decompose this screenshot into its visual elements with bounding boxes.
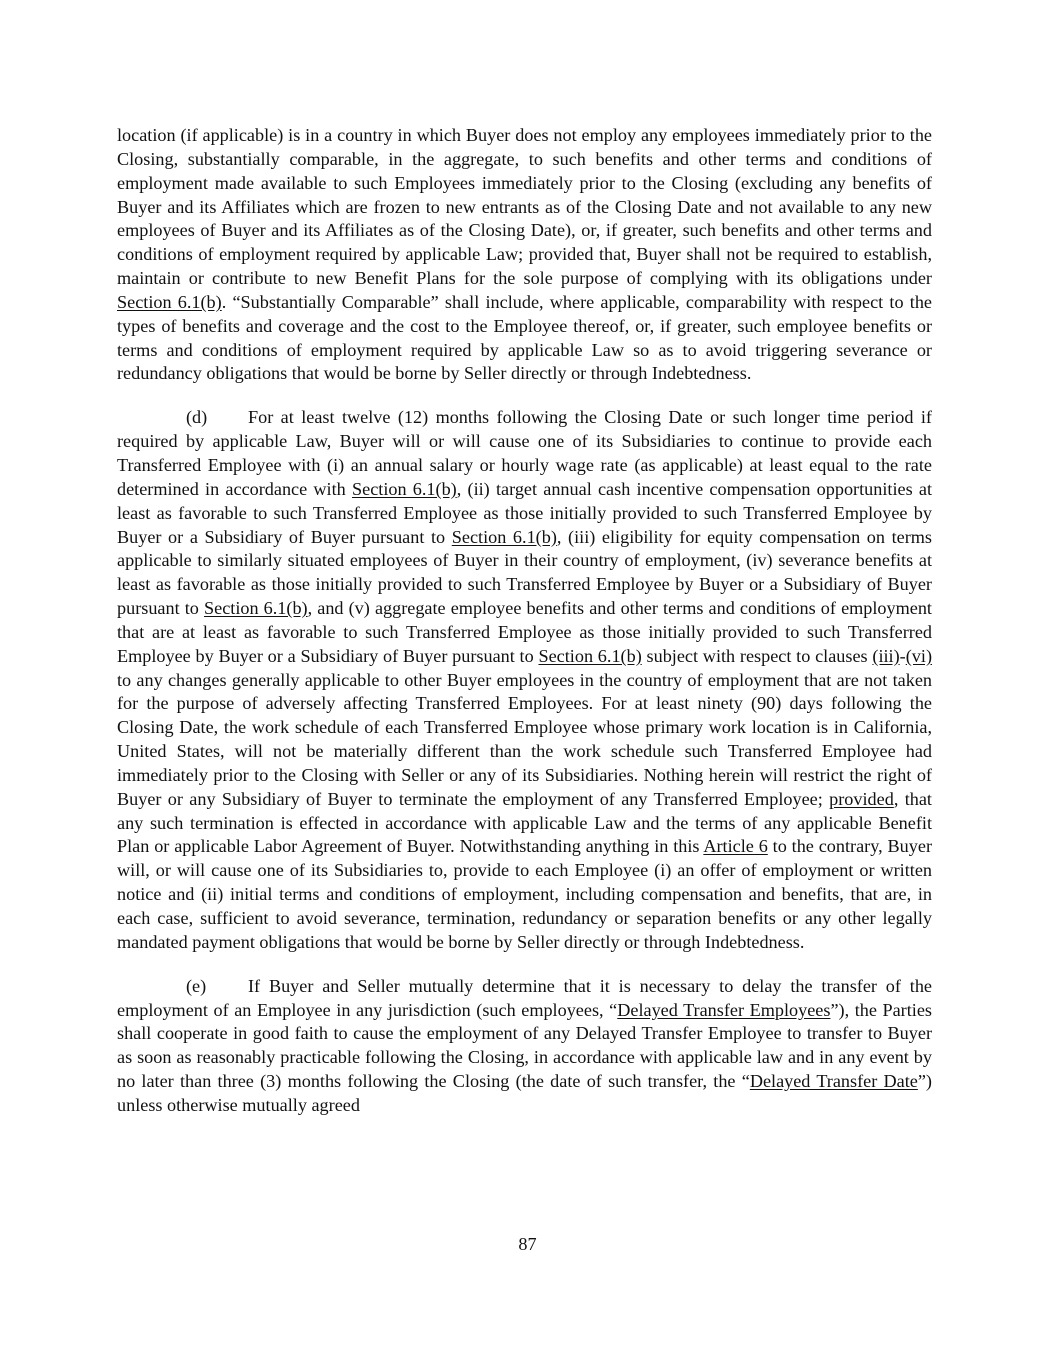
delayed-transfer-employees-term: Delayed Transfer Employees bbox=[617, 999, 831, 1020]
para-e-text-3: ”) unless otherwise mutually agreed bbox=[117, 1071, 932, 1115]
paragraph-d bbox=[117, 406, 932, 954]
paragraph-e bbox=[117, 975, 932, 1118]
para-d-text-7: to any changes generally applicable to other Buyer employees in the country of employment that are not taken for the purpose of adversely affecting Transferred Employees. For at least ninety (90) days following the Closing Date, the work schedule of each Transferred Employee whose primary work location is in California, United States, will not be materially different than the work schedule such Transferred Employee had immediately prior to the Closing with Seller or any of its Subsidiaries. Nothing herein will restrict the right of Buyer or any Subsidiary of Buyer to terminate the employment of any Transferred Employee; bbox=[117, 669, 932, 809]
document-page bbox=[117, 124, 932, 1138]
para-c-text-1: location (if applicable) is in a country in which Buyer does not employ any employees immediately prior to the Closing, substantially comparable, in the aggregate, to such benefits and other terms and conditions of employment made available to such Employees immediately prior to the Closing (excluding any benefits of Buyer and its Affiliates which are frozen to new entrants as of the Closing Date and not available to any new employees of Buyer and its Affiliates as of the Closing Date), or, if greater, such benefits and other terms and conditions of employment required by applicable Law; provided that, Buyer shall not be required to establish, maintain or contribute to new Benefit Plans for the sole purpose of complying with its obligations under bbox=[117, 125, 932, 289]
para-e-text-1: If Buyer and Seller mutually determine that it is necessary to delay the transfer of the employment of an Employee in any jurisdiction (such employees, “ bbox=[117, 975, 932, 1020]
section-6-1-b-reference: Section 6.1(b) bbox=[117, 291, 222, 312]
section-6-1-b-reference: Section 6.1(b) bbox=[451, 526, 557, 547]
paragraph-d-label: (d) bbox=[186, 407, 208, 428]
clause-vi-reference: (vi) bbox=[905, 645, 932, 666]
section-6-1-b-reference: Section 6.1(b) bbox=[204, 598, 308, 619]
clause-iii-reference: (iii) bbox=[872, 645, 900, 666]
paragraph-c-continuation bbox=[117, 124, 932, 386]
provided-term: provided bbox=[829, 788, 894, 809]
para-d-text-9: to the contrary, Buyer will, or will cause one of its Subsidiaries to, provide to each Employee (i) an offer of employment or written notice and (ii) initial terms and conditions of employment, including compensation and benefits, that are, in each case, sufficient to avoid severance, termination, redundancy or separation benefits or any other legally mandated payment obligations that would be borne by Seller directly or through Indebtedness. bbox=[117, 836, 933, 952]
para-c-text-2: . “Substantially Comparable” shall include, where applicable, comparability with respect to the types of benefits and coverage and the cost to the Employee thereof, or, if greater, such employee benefits or terms and conditions of employment required by applicable Law so as to avoid triggering severance or redundancy obligations that would be borne by Seller directly or through Indebtedness. bbox=[117, 291, 932, 384]
para-d-text-3: , (iii) eligibility for equity compensation on terms applicable to similarly situated employees of Buyer in their country of employment, (iv) severance benefits at least as favorable as those initially provided to such Transferred Employee by Buyer or a Subsidiary of Buyer pursuant to bbox=[117, 526, 932, 619]
section-6-1-b-reference: Section 6.1(b) bbox=[352, 478, 457, 499]
para-e-text-2: ”), the Parties shall cooperate in good faith to cause the employment of any Delayed Transfer Employee to transfer to Buyer as soon as reasonably practicable following the Closing, in accordance with applicable law and in any event by no later than three (3) months following the Closing (the date of such transfer, the “ bbox=[117, 999, 932, 1092]
para-d-text-4: , and (v) aggregate employee benefits and other terms and conditions of employment that are at least as favorable to such Transferred Employee as those initially provided to such Transferred Employee by Buyer or a Subsidiary of Buyer pursuant to bbox=[117, 598, 932, 666]
para-d-text-6: - bbox=[899, 645, 906, 666]
para-d-text-1: For at least twelve (12) months following the Closing Date or such longer time period if required by applicable Law, Buyer will or will cause one of its Subsidiaries to continue to provide each Transferred Employee with (i) an annual salary or hourly wage rate (as applicable) at least equal to the rate determined in accordance with bbox=[117, 407, 932, 499]
para-d-text-5: subject with respect to clauses bbox=[641, 645, 873, 666]
article-6-reference: Article 6 bbox=[703, 836, 768, 857]
delayed-transfer-date-term: Delayed Transfer Date bbox=[749, 1071, 918, 1092]
para-d-text-2: , (ii) target annual cash incentive compensation opportunities at least as favorable to such Transferred Employee as those initially provided to such Transferred Employee by Buyer or a Subsidiary of Buyer pursuant to bbox=[117, 478, 933, 547]
paragraph-e-label: (e) bbox=[186, 975, 207, 996]
para-d-text-8: , that any such termination is effected in accordance with applicable Law and the terms of any applicable Benefit Plan or applicable Labor Agreement of Buyer. Notwithstanding anything in this bbox=[117, 788, 932, 857]
section-6-1-b-reference: Section 6.1(b) bbox=[538, 645, 642, 666]
page-number: 87 bbox=[518, 1234, 537, 1254]
